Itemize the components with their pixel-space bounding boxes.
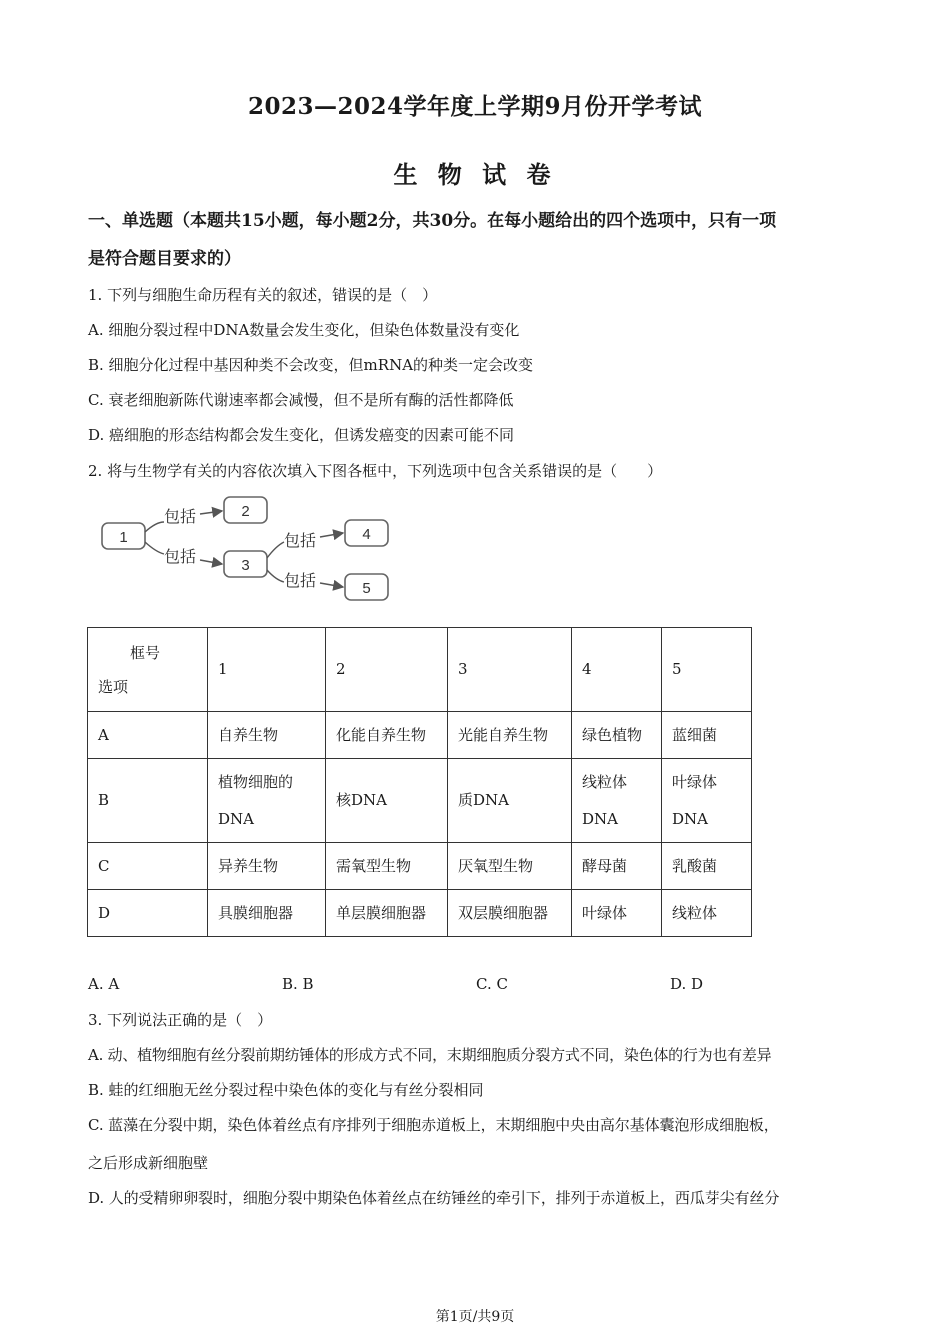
table-cell: 酵母菌 bbox=[572, 843, 662, 890]
table-row bbox=[88, 712, 752, 759]
diagram-rel-1-3: 包括 bbox=[164, 547, 197, 566]
question-1-option-c: C. 衰老细胞新陈代谢速率都会减慢，但不是所有酶的活性都降低 bbox=[88, 391, 514, 409]
table-row bbox=[88, 759, 752, 843]
diagram-label-3: 3 bbox=[241, 557, 250, 574]
diagram-label-1: 1 bbox=[119, 529, 128, 546]
question-3-option-c-line2: 之后形成新细胞壁 bbox=[88, 1154, 209, 1172]
options-table bbox=[87, 627, 752, 937]
answer-option-c: C. C bbox=[476, 975, 508, 993]
table-cell: 叶绿体 bbox=[572, 890, 662, 937]
row-label: B bbox=[88, 759, 208, 843]
table-cell: 单层膜细胞器 bbox=[326, 890, 448, 937]
inclusion-diagram bbox=[96, 492, 396, 607]
answer-option-a: A. A bbox=[88, 975, 120, 993]
diagram-label-4: 4 bbox=[362, 526, 371, 543]
table-header-row bbox=[88, 628, 752, 712]
column-header: 5 bbox=[662, 628, 752, 712]
diagram-label-2: 2 bbox=[241, 503, 250, 520]
question-3-option-b: B. 蛙的红细胞无丝分裂过程中染色体的变化与有丝分裂相同 bbox=[88, 1081, 484, 1099]
table-cell bbox=[208, 759, 326, 843]
table-cell: 蓝细菌 bbox=[662, 712, 752, 759]
question-3-option-a: A. 动、植物细胞有丝分裂前期纺锤体的形成方式不同，末期细胞质分裂方式不同，染色体的行为也有差异 bbox=[88, 1046, 772, 1064]
question-2-stem: 2. 将与生物学有关的内容依次填入下图各框中，下列选项中包含关系错误的是（ ） bbox=[88, 462, 663, 480]
diagram-rel-3-4: 包括 bbox=[284, 531, 317, 550]
table-cell: 需氧型生物 bbox=[326, 843, 448, 890]
table-cell: 核DNA bbox=[326, 759, 448, 843]
table-row bbox=[88, 890, 752, 937]
table-cell: 乳酸菌 bbox=[662, 843, 752, 890]
exam-subtitle: 生 物 试 卷 bbox=[393, 160, 557, 189]
page-footer: 第1页/共9页 bbox=[435, 1309, 515, 1325]
table-row bbox=[88, 843, 752, 890]
cell-line: DNA bbox=[672, 809, 708, 828]
table-cell bbox=[572, 759, 662, 843]
question-1-option-d: D. 癌细胞的形态结构都会发生变化，但诱发癌变的因素可能不同 bbox=[88, 426, 515, 444]
diagram-label-5: 5 bbox=[362, 580, 371, 597]
table-cell: 化能自养生物 bbox=[326, 712, 448, 759]
table-cell: 自养生物 bbox=[208, 712, 326, 759]
table-cell: 厌氧型生物 bbox=[448, 843, 572, 890]
section-heading-line2: 是符合题目要求的） bbox=[88, 249, 241, 269]
question-3-option-d: D. 人的受精卵卵裂时，细胞分裂中期染色体着丝点在纺锤丝的牵引下，排列于赤道板上，西瓜芽尖有丝分 bbox=[88, 1189, 780, 1207]
table-cell: 异养生物 bbox=[208, 843, 326, 890]
question-1-option-a: A. 细胞分裂过程中DNA数量会发生变化，但染色体数量没有变化 bbox=[88, 321, 520, 339]
cell-line: 线粒体 bbox=[582, 772, 628, 791]
row-label: D bbox=[88, 890, 208, 937]
section-heading-line1: 一、单选题（本题共15小题，每小题2分，共30分。在每小题给出的四个选项中，只有一项 bbox=[88, 211, 777, 231]
corner-bottom-label: 选项 bbox=[98, 677, 129, 696]
cell-line: 叶绿体 bbox=[672, 772, 718, 791]
cell-line: 植物细胞的 bbox=[218, 772, 294, 791]
question-3-stem: 3. 下列说法正确的是（ ） bbox=[88, 1011, 273, 1029]
question-3-option-c-line1: C. 蓝藻在分裂中期，染色体着丝点有序排列于细胞赤道板上，末期细胞中央由高尔基体囊泡形成细胞板， bbox=[88, 1116, 779, 1134]
answer-option-d: D. D bbox=[670, 975, 704, 993]
table-cell: 光能自养生物 bbox=[448, 712, 572, 759]
column-header: 4 bbox=[572, 628, 662, 712]
question-1-option-b: B. 细胞分化过程中基因种类不会改变，但mRNA的种类一定会改变 bbox=[88, 356, 534, 374]
exam-title: 2023—2024学年度上学期9月份开学考试 bbox=[247, 93, 703, 120]
column-header: 2 bbox=[326, 628, 448, 712]
table-corner-cell bbox=[88, 628, 208, 712]
row-label: C bbox=[88, 843, 208, 890]
table-cell: 具膜细胞器 bbox=[208, 890, 326, 937]
diagram-rel-3-5: 包括 bbox=[284, 571, 317, 590]
table-cell: 绿色植物 bbox=[572, 712, 662, 759]
cell-line: DNA bbox=[218, 809, 254, 828]
question-1-stem: 1. 下列与细胞生命历程有关的叙述，错误的是（ ） bbox=[88, 286, 438, 304]
column-header: 1 bbox=[208, 628, 326, 712]
column-header: 3 bbox=[448, 628, 572, 712]
corner-top-label: 框号 bbox=[130, 643, 161, 662]
row-label: A bbox=[88, 712, 208, 759]
table-cell: 质DNA bbox=[448, 759, 572, 843]
table-cell bbox=[662, 759, 752, 843]
cell-line: DNA bbox=[582, 809, 618, 828]
table-cell: 双层膜细胞器 bbox=[448, 890, 572, 937]
diagram-rel-1-2: 包括 bbox=[164, 507, 197, 526]
answer-option-b: B. B bbox=[282, 975, 314, 993]
table-cell: 线粒体 bbox=[662, 890, 752, 937]
